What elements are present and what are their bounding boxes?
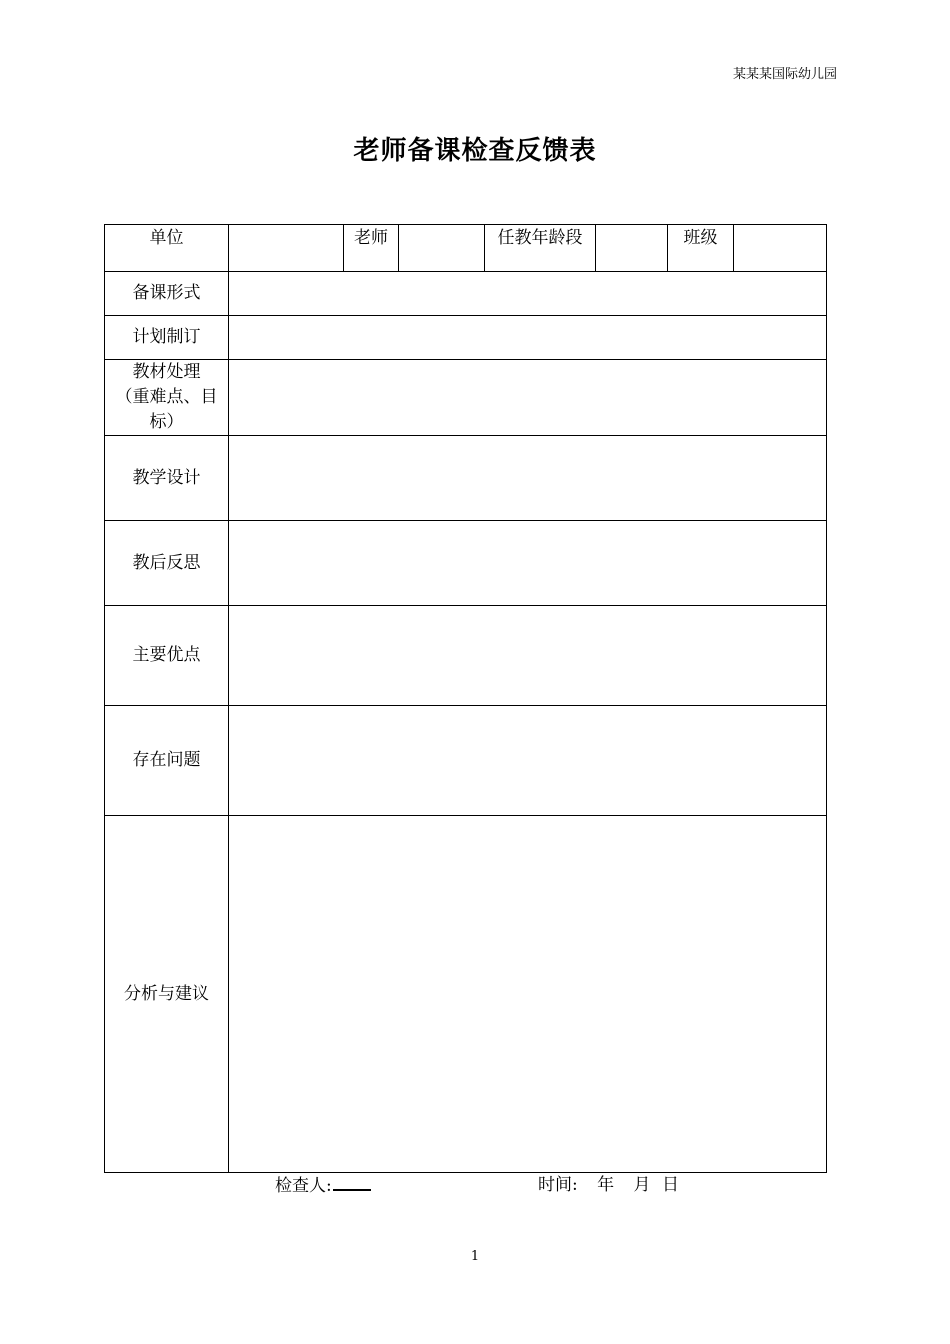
post-teaching-reflection-label: 教后反思 <box>132 552 201 573</box>
page-title: 老师备课检查反馈表 <box>353 136 597 166</box>
organization-name: 某某某国际幼儿园 <box>732 67 837 82</box>
plan-making-label: 计划制订 <box>132 327 201 347</box>
existing-problems-field[interactable] <box>229 706 827 816</box>
post-teaching-reflection-field[interactable] <box>229 521 827 606</box>
class-label: 班级 <box>683 228 718 248</box>
teacher-label-cell <box>344 225 399 272</box>
day-label: 日 <box>661 1175 679 1195</box>
material-handling-label-line: 标） <box>149 412 184 432</box>
inspector-label: 检查人: <box>275 1176 332 1196</box>
form-row <box>105 316 827 360</box>
main-strengths-field[interactable] <box>229 606 827 706</box>
analysis-suggestions-label: 分析与建议 <box>124 983 209 1004</box>
existing-problems-label: 存在问题 <box>132 750 201 770</box>
inspector-signature <box>275 1172 371 1199</box>
time-label: 时间: <box>538 1175 578 1195</box>
age-group-label-cell <box>485 225 596 272</box>
form-row <box>105 436 827 521</box>
analysis-suggestions-field[interactable] <box>229 816 827 1173</box>
feedback-form-table <box>104 224 827 1173</box>
inspector-blank[interactable] <box>333 1172 371 1191</box>
unit-label-cell <box>105 225 229 272</box>
info-row <box>105 225 827 272</box>
row-label-cell <box>105 816 229 1173</box>
teacher-field[interactable] <box>399 225 485 272</box>
row-label-cell <box>105 272 229 316</box>
class-label-cell <box>668 225 734 272</box>
row-label-cell <box>105 706 229 816</box>
year-label: 年 <box>597 1175 615 1195</box>
class-field[interactable] <box>734 225 827 272</box>
row-label-cell <box>105 436 229 521</box>
form-row <box>105 272 827 316</box>
teacher-label: 老师 <box>354 228 388 248</box>
form-row <box>105 706 827 816</box>
teaching-design-label: 教学设计 <box>132 467 201 488</box>
date-line <box>538 1172 685 1198</box>
form-row <box>105 816 827 1173</box>
age-group-label: 任教年龄段 <box>497 228 583 248</box>
material-handling-label-line: 教材处理 <box>132 362 201 382</box>
signature-footer <box>0 1172 950 1200</box>
page-number: 1 <box>470 1249 480 1264</box>
age-group-field[interactable] <box>596 225 668 272</box>
plan-making-field[interactable] <box>229 316 827 360</box>
main-strengths-label: 主要优点 <box>132 645 201 665</box>
form-row <box>105 606 827 706</box>
lesson-prep-form-label: 备课形式 <box>132 283 201 303</box>
lesson-prep-form-field[interactable] <box>229 272 827 316</box>
month-label: 月 <box>633 1175 651 1195</box>
row-label-cell <box>105 606 229 706</box>
row-label-cell <box>105 316 229 360</box>
teaching-design-field[interactable] <box>229 436 827 521</box>
unit-field[interactable] <box>229 225 344 272</box>
row-label-cell <box>105 521 229 606</box>
unit-label: 单位 <box>149 228 184 248</box>
form-row <box>105 360 827 436</box>
material-handling-field[interactable] <box>229 360 827 436</box>
row-label-cell <box>105 360 229 436</box>
form-row <box>105 521 827 606</box>
material-handling-label-line: （重难点、目 <box>115 387 218 407</box>
